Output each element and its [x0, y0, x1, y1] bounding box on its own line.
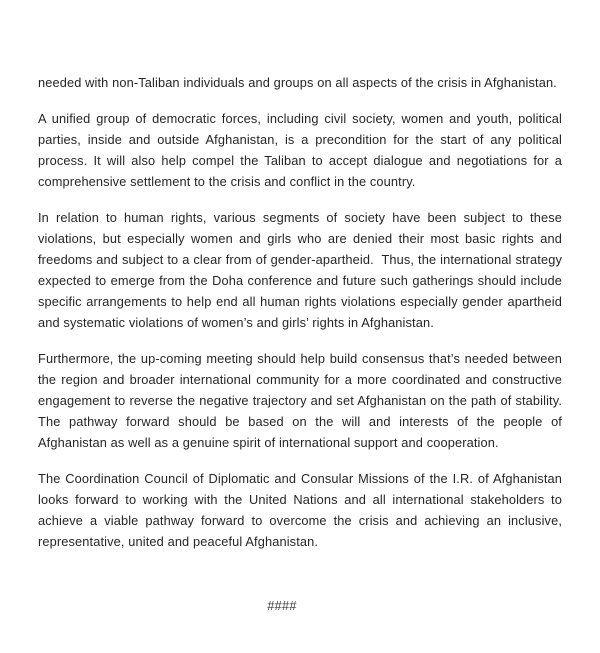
end-of-document-marker: #### — [267, 598, 297, 613]
document-body — [38, 72, 570, 552]
paragraph-4: Furthermore, the up-coming meeting should help build consensus that’s needed between the region and broader international community for a more coordinated and constructive engagement to reverse the negative trajectory and set Afghanistan on the path of stability. The pathway forward should be based on the will and interests of the people of Afghanistan as well as a genuine spirit of international support and cooperation. — [38, 351, 570, 450]
paragraph-2: A unified group of democratic forces, including civil society, women and youth, political parties, inside and outside Afghanistan, is a precondition for the start of any political process. It will also help compel the Taliban to accept dialogue and negotiations for a comprehensive settlement to the crisis and conflict in the country. — [38, 111, 566, 189]
paragraph-5: The Coordination Council of Diplomatic and Consular Missions of the I.R. of Afghanistan looks forward to working with the United Nations and all international stakeholders to achieve a viable pathway forward to overcome the crisis and achieving an inclusive, representative, united and peaceful Afghanistan. — [38, 471, 566, 549]
paragraph-1: needed with non-Taliban individuals and groups on all aspects of the crisis in Afghanistan. — [38, 75, 557, 90]
paragraph-3: In relation to human rights, various segments of society have been subject to these violations, but especially women and girls who are denied their most basic rights and freedoms and subject to a clear from of gender-apartheid. Thus, the international strategy expected to emerge from the Doha conference and future such gatherings should include specific arrangements to help end all human rights violations especially gender apartheid and systematic violations of women’s and girls’ rights in Afghanistan. — [38, 210, 566, 330]
